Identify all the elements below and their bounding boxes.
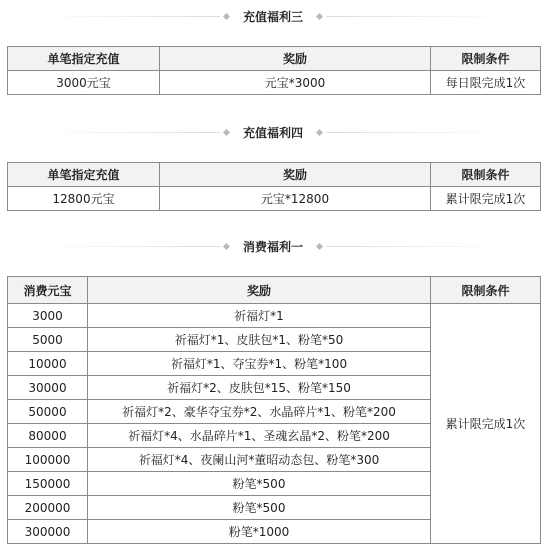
cell: 12800元宝: [8, 187, 160, 211]
divider-line: [40, 246, 220, 247]
section-title-3: [0, 236, 546, 256]
divider-line: [40, 16, 220, 17]
cell: 祈福灯*1、皮肤包*1、粉笔*50: [88, 328, 431, 352]
diamond-icon: [223, 242, 230, 249]
header-cell: 单笔指定充值: [8, 163, 160, 187]
diamond-icon: [316, 128, 323, 135]
table-row: [8, 71, 541, 95]
section-title-1: [0, 6, 546, 26]
recharge-benefit-3-table: [7, 46, 541, 95]
divider-line: [326, 132, 506, 133]
section-title-text: 消费福利一: [243, 239, 304, 254]
table-row: [8, 187, 541, 211]
cell: 祈福灯*2、豪华夺宝券*2、水晶碎片*1、粉笔*200: [88, 400, 431, 424]
header-cell: 限制条件: [431, 277, 541, 304]
cell: 元宝*12800: [160, 187, 431, 211]
cell: 累计限完成1次: [431, 187, 541, 211]
header-cell: 限制条件: [431, 163, 541, 187]
cell: 祈福灯*4、水晶碎片*1、圣魂玄晶*2、粉笔*200: [88, 424, 431, 448]
cell: 30000: [8, 376, 88, 400]
cell: 80000: [8, 424, 88, 448]
cell: 3000: [8, 304, 88, 328]
cell: 5000: [8, 328, 88, 352]
cell: 祈福灯*1、夺宝券*1、粉笔*100: [88, 352, 431, 376]
consumption-benefit-1-table: [7, 276, 541, 544]
section-title-2: [0, 122, 546, 142]
divider-line: [40, 132, 220, 133]
cell: 元宝*3000: [160, 71, 431, 95]
cell: 300000: [8, 520, 88, 544]
cell: 祈福灯*1: [88, 304, 431, 328]
divider-line: [326, 16, 506, 17]
table-row: [8, 304, 541, 328]
cell: 3000元宝: [8, 71, 160, 95]
cell: 10000: [8, 352, 88, 376]
cell: 祈福灯*2、皮肤包*15、粉笔*150: [88, 376, 431, 400]
cell: 200000: [8, 496, 88, 520]
limit-cell: 累计限完成1次: [431, 304, 541, 544]
header-cell: 限制条件: [431, 47, 541, 71]
diamond-icon: [223, 12, 230, 19]
section-title-text: 充值福利四: [243, 125, 304, 140]
header-cell: 奖励: [88, 277, 431, 304]
header-cell: 消费元宝: [8, 277, 88, 304]
diamond-icon: [223, 128, 230, 135]
table-header-row: [8, 47, 541, 71]
cell: 每日限完成1次: [431, 71, 541, 95]
table-header-row: [8, 277, 541, 304]
cell: 粉笔*500: [88, 496, 431, 520]
cell: 100000: [8, 448, 88, 472]
cell: 150000: [8, 472, 88, 496]
cell: 50000: [8, 400, 88, 424]
header-cell: 奖励: [160, 163, 431, 187]
header-cell: 单笔指定充值: [8, 47, 160, 71]
cell: 粉笔*500: [88, 472, 431, 496]
section-title-text: 充值福利三: [243, 9, 304, 24]
recharge-benefit-4-table: [7, 162, 541, 211]
diamond-icon: [316, 12, 323, 19]
header-cell: 奖励: [160, 47, 431, 71]
cell: 粉笔*1000: [88, 520, 431, 544]
diamond-icon: [316, 242, 323, 249]
divider-line: [326, 246, 506, 247]
cell: 祈福灯*4、夜阑山河*董昭动态包、粉笔*300: [88, 448, 431, 472]
table-header-row: [8, 163, 541, 187]
